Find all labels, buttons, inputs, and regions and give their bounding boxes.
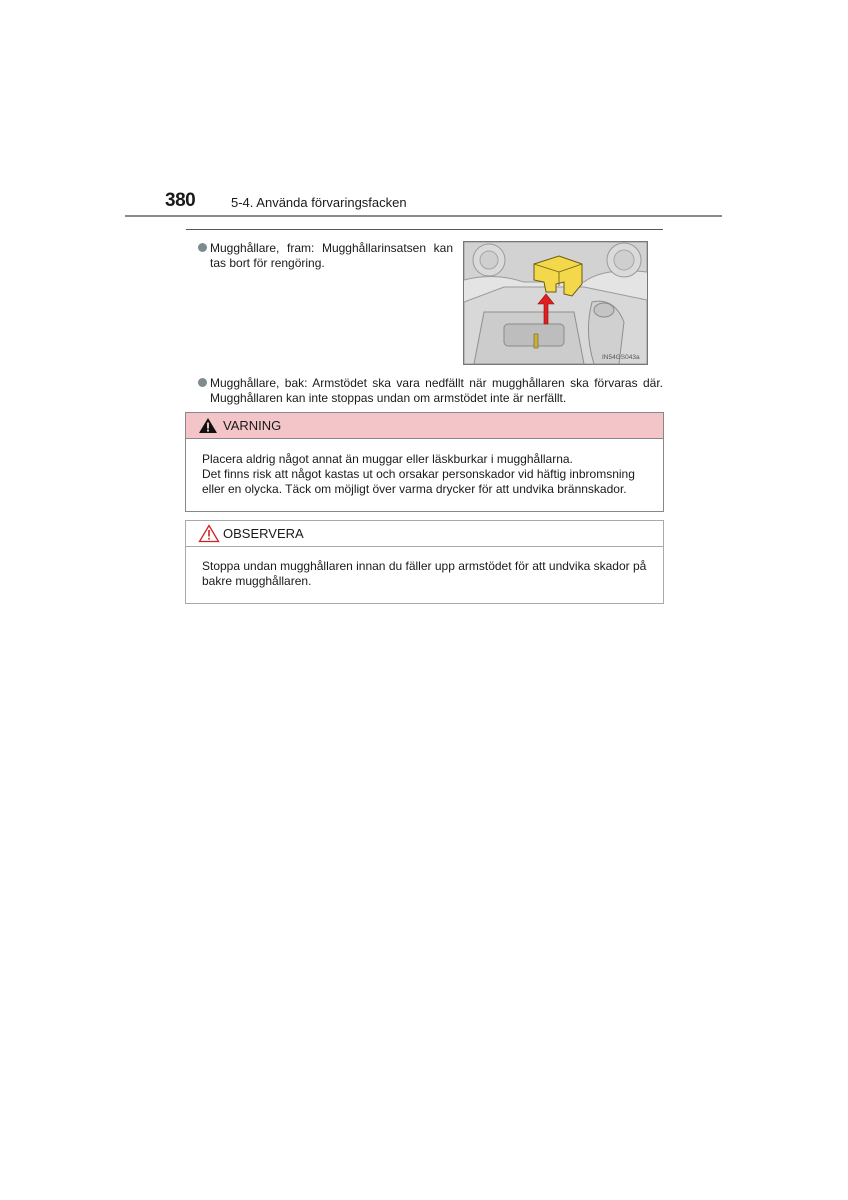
section-title: 5-4. Använda förvaringsfacken	[231, 195, 407, 210]
warning-title: VARNING	[223, 418, 282, 433]
illustration-code: IN54GS043a	[602, 354, 640, 361]
warning-triangle-icon	[198, 417, 218, 439]
warning-header	[186, 413, 663, 439]
page-header	[125, 188, 722, 218]
notice-body: Stoppa undan mugghållaren innan du fäller upp armstödet för att undvika skador på bakre mugghållaren.	[202, 559, 647, 588]
bullet-dot-icon	[198, 243, 207, 252]
notice-box	[185, 520, 664, 604]
notice-header	[186, 521, 663, 547]
bullet-dot-icon	[198, 378, 207, 387]
notice-title: OBSERVERA	[223, 526, 304, 541]
warning-line: Det finns risk att något kastas ut och orsakar personskador vid häftig inbromsning eller en olycka. Täck om möjligt över varma drycker för att undvika brännskador.	[202, 467, 635, 496]
header-divider	[125, 215, 722, 217]
warning-line: Placera aldrig något annat än muggar eller läskburkar i mugghållarna.	[202, 452, 573, 466]
cupholder-illustration	[463, 241, 648, 365]
content-divider	[186, 229, 663, 230]
bullet-rear-cupholder	[198, 376, 663, 405]
warning-body	[186, 439, 663, 497]
bullet-front-cupholder	[198, 241, 453, 270]
bullet-text: Mugghållare, fram: Mugghållarinsatsen kan tas bort för rengöring.	[210, 241, 453, 270]
page-number: 380	[165, 190, 196, 211]
caution-triangle-icon	[198, 524, 220, 548]
warning-box	[185, 412, 664, 512]
bullet-text: Mugghållare, bak: Armstödet ska vara nedfällt när mugghållaren ska förvaras där. Mugghållaren kan inte stoppas undan om armstödet inte är nerfällt.	[210, 376, 663, 405]
